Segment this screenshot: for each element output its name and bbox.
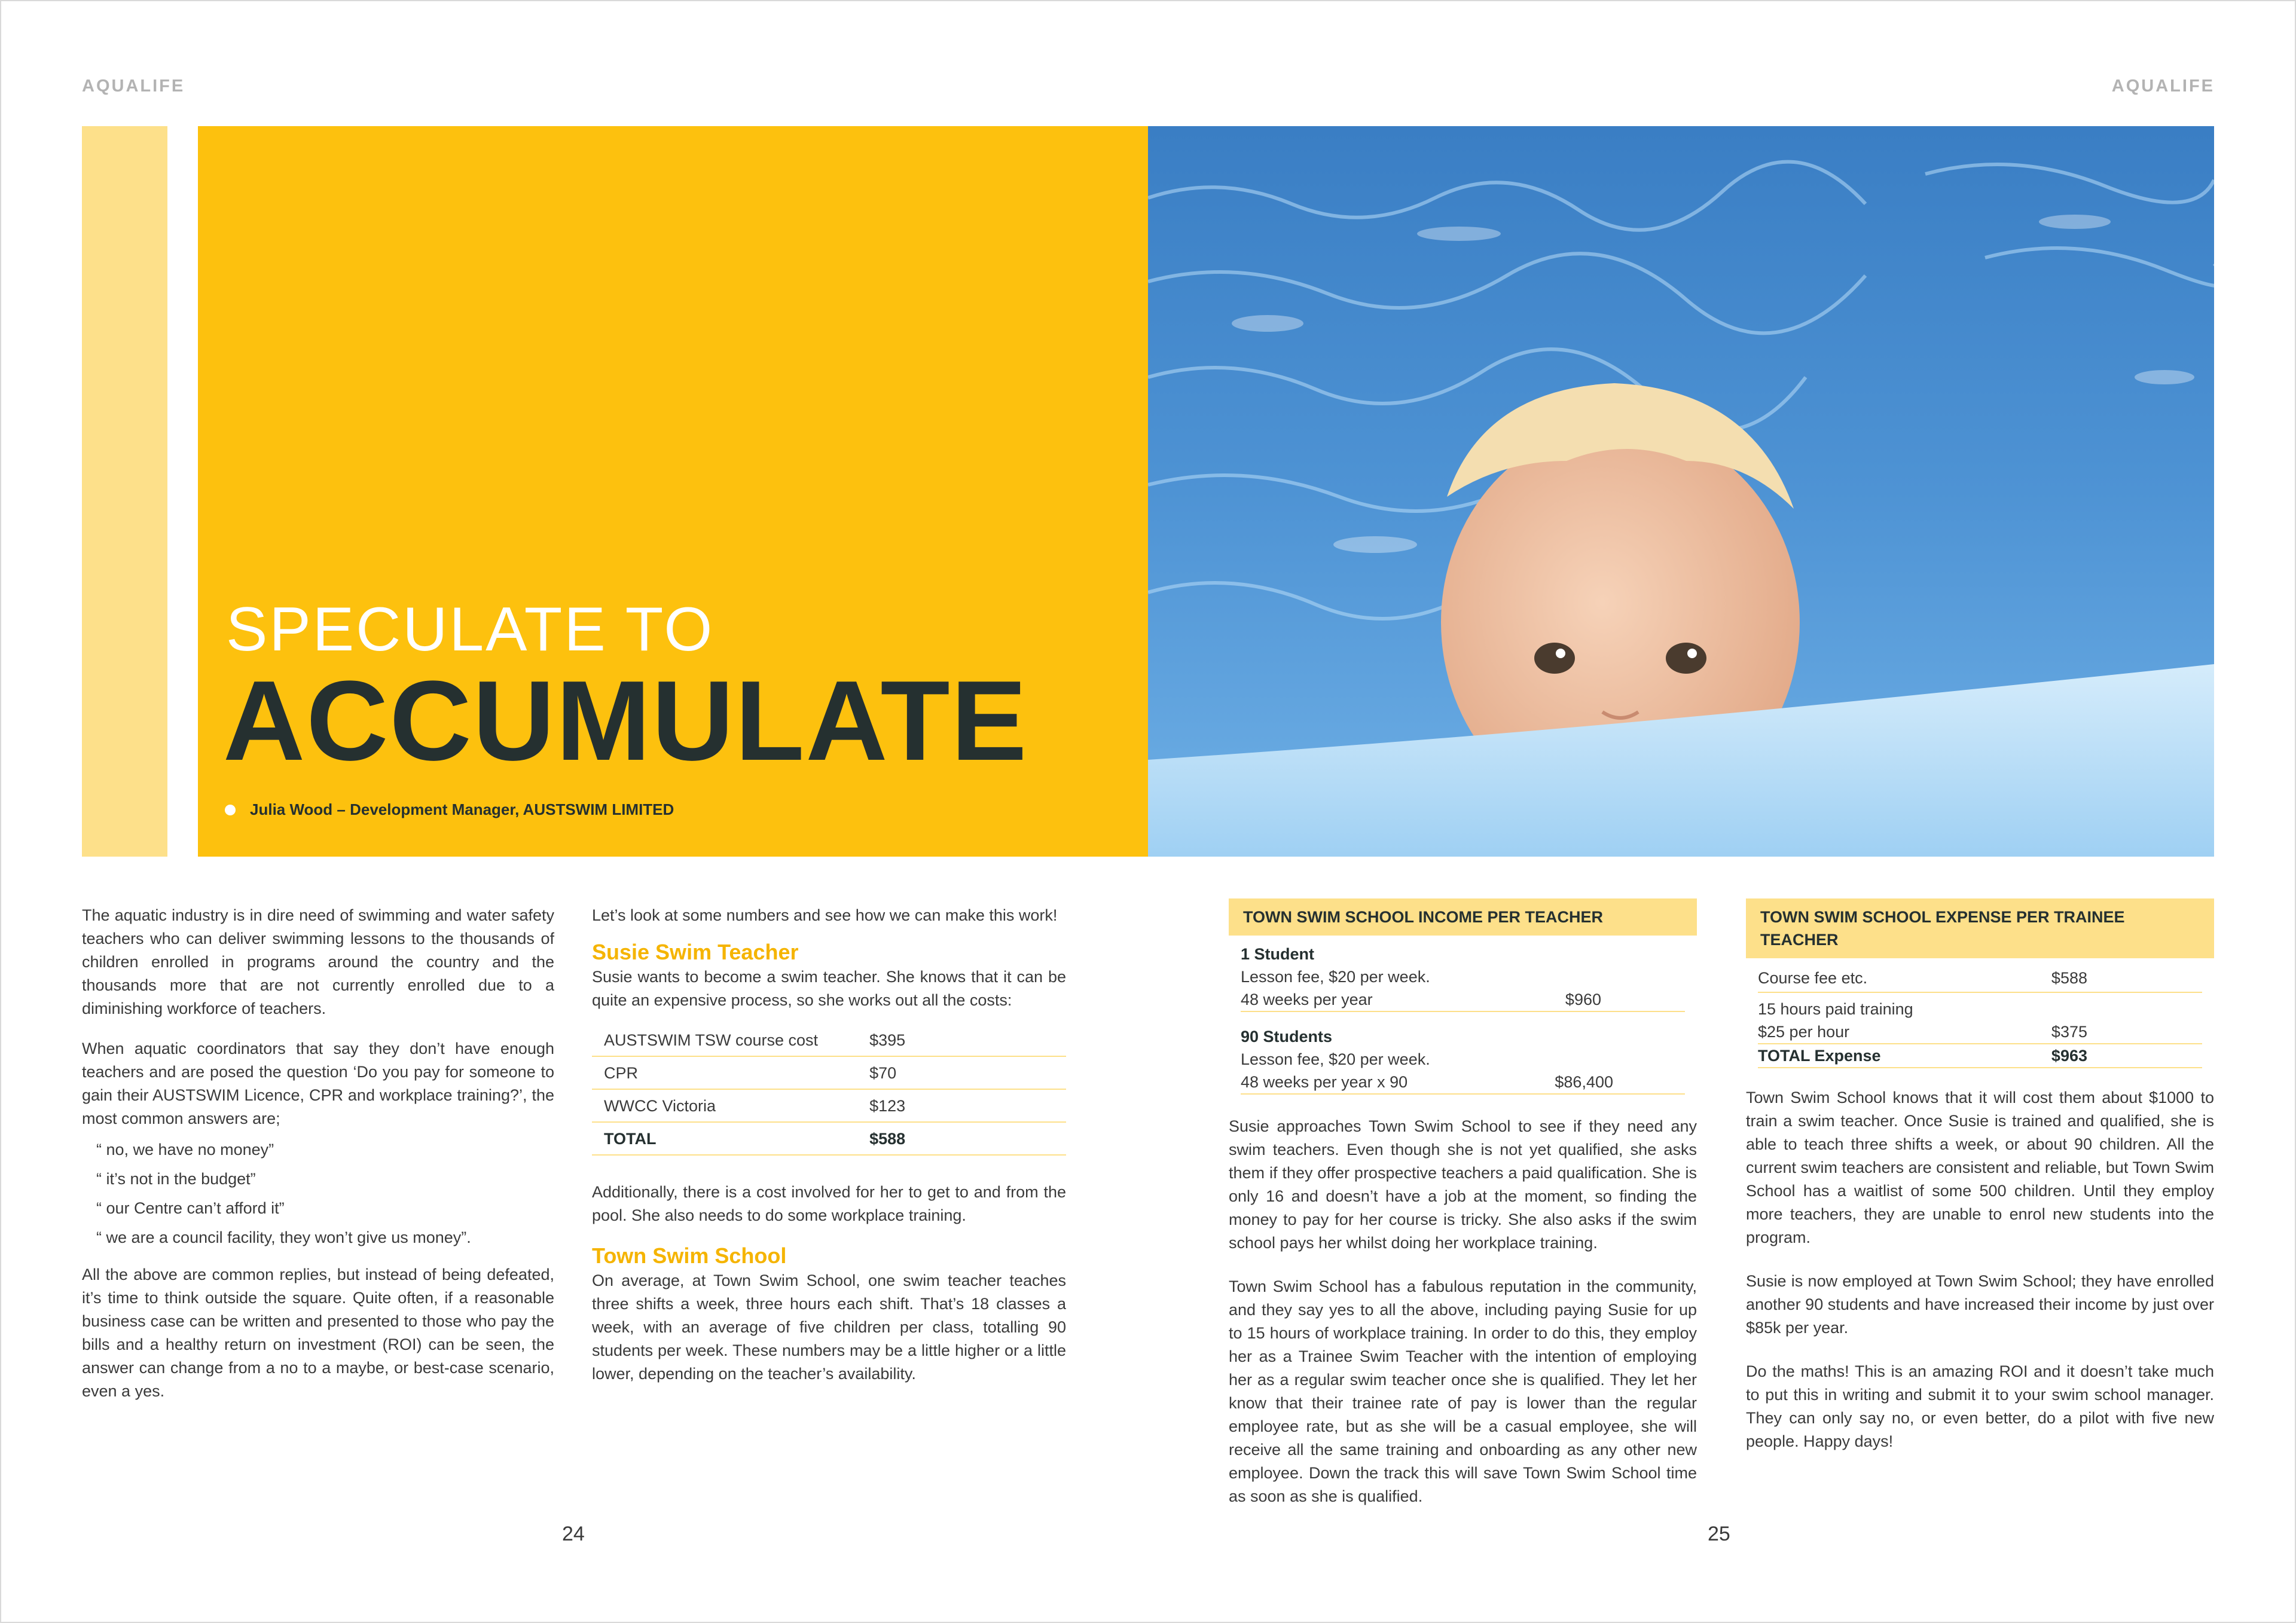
cost-amount: $123 [857, 1089, 1066, 1122]
col4-paragraph-2: Susie is now employed at Town Swim School; they have enrolled another 90 students and have increased their income by just over $85k per year. [1746, 1272, 2214, 1337]
ledger-total-label: TOTAL Expense [1758, 1047, 1881, 1065]
column-2 [592, 904, 1066, 1386]
expense-ledger [1746, 967, 2214, 1068]
ledger-row [1758, 967, 2202, 993]
bullet-dot [225, 805, 236, 815]
pool-toddler-image [1148, 126, 2214, 857]
column-1 [82, 904, 554, 1403]
hero-photo [1148, 126, 2214, 857]
col4-paragraph-1: Town Swim School knows that it will cost them about $1000 to train a swim teacher. Once Susie is trained and qualified, she is able to teach three shifts a week, or about 90 children. All the current swim teachers are consistent and reliable, but Town Swim School has a waitlist of some 500 children. Until they employ more teachers, they are unable to enrol new students into the program. [1746, 1089, 2214, 1246]
cost-item: WWCC Victoria [592, 1089, 857, 1122]
table-row [592, 1089, 1066, 1122]
ledger-amount: $960 [1565, 991, 1601, 1008]
running-header-left: AQUALIFE [82, 77, 185, 96]
quote-item: “ we are a council facility, they won’t give us money”. [96, 1228, 471, 1246]
ledger-line: Lesson fee, $20 per week. [1241, 1050, 1430, 1068]
ledger-amount: $588 [2051, 969, 2087, 987]
ledger-line: Lesson fee, $20 per week. [1241, 968, 1430, 986]
ledger-row [1241, 1071, 1685, 1095]
running-header-right: AQUALIFE [2111, 77, 2215, 96]
ledger-heading: 1 Student [1241, 945, 1315, 963]
quote-item: “ no, we have no money” [96, 1141, 274, 1159]
cost-table [592, 1024, 1066, 1156]
subheading-town-swim: Town Swim School [592, 1243, 787, 1268]
ledger-row [1241, 988, 1685, 1012]
col1-paragraph-1: The aquatic industry is in dire need of swimming and water safety teachers who can deliver swimming lessons to the thousands of children enrolled in programs around the country and the thousands more that are not currently enrolled due to a diminishing workforce of teachers. [82, 906, 554, 1017]
table-total-row [592, 1122, 1066, 1155]
expense-box-title: TOWN SWIM SCHOOL EXPENSE PER TRAINEE TEACHER [1746, 898, 2214, 958]
ledger-line: 15 hours paid training [1758, 1000, 1913, 1018]
byline-text: Julia Wood – Development Manager, AUSTSWIM LIMITED [250, 800, 674, 818]
subheading-susie: Susie Swim Teacher [592, 940, 799, 964]
column-4 [1746, 898, 2214, 1453]
cost-amount: $395 [857, 1024, 1066, 1056]
table-row [592, 1024, 1066, 1056]
col3-paragraph-1: Susie approaches Town Swim School to see if they need any swim teachers. Even though she is not yet qualified, she asks them if they offer prospective teachers a paid qualification. She is only 16 and doesn’t have a job at the moment, so finding the money to pay for her course is tricky. She also asks if the swim school pays her whilst doing her workplace training. [1229, 1117, 1697, 1252]
table-row [592, 1056, 1066, 1089]
title-bold: ACCUMULATE [223, 658, 1028, 784]
cost-item: CPR [592, 1056, 857, 1089]
page-number-right: 25 [1708, 1523, 1730, 1545]
accent-bar [82, 126, 167, 857]
income-box-title: TOWN SWIM SCHOOL INCOME PER TEACHER [1229, 898, 1697, 936]
ledger-total-row [1758, 1044, 2202, 1068]
ledger-label: 48 weeks per year [1241, 991, 1373, 1008]
page-number-left: 24 [562, 1523, 585, 1545]
col4-paragraph-3: Do the maths! This is an amazing ROI and it doesn’t take much to put this in writing and submit it to your swim school manager. They can only say no, or even better, do a pilot with five new people. Happy days! [1746, 1362, 2214, 1450]
ledger-label: Course fee etc. [1758, 969, 1868, 987]
column-3 [1229, 898, 1697, 1508]
cost-amount: $70 [857, 1056, 1066, 1089]
cost-item: AUSTSWIM TSW course cost [592, 1024, 857, 1056]
col1-paragraph-2: When aquatic coordinators that say they don’t have enough teachers and are posed the question ‘Do you pay for someone to gain their AUSTSWIM Licence, CPR and workplace training?’, the most common answers are; [82, 1040, 554, 1127]
col2-paragraph-3: On average, at Town Swim School, one swim teacher teaches three shifts a week, three hours each shift. That’s 18 classes a week, with an average of five children per class, totalling 90 students per week. These numbers may be a little higher or a little lower, depending on the teacher’s availability. [592, 1271, 1066, 1383]
ledger-label: 48 weeks per year x 90 [1241, 1073, 1408, 1091]
col2-paragraph-2: Additionally, there is a cost involved for her to get to and from the pool. She also needs to do some workplace training. [592, 1183, 1066, 1224]
ledger-amount: $86,400 [1555, 1073, 1613, 1091]
ledger-heading: 90 Students [1241, 1028, 1333, 1046]
cost-total-amount: $588 [857, 1122, 1066, 1155]
byline [225, 800, 674, 819]
col2-intro: Let’s look at some numbers and see how we can make this work! [592, 906, 1058, 924]
cost-total-label: TOTAL [592, 1122, 857, 1155]
income-ledger [1229, 943, 1697, 1095]
ledger-row [1758, 1020, 2202, 1044]
quote-item: “ our Centre can’t afford it” [96, 1199, 285, 1217]
ledger-amount: $375 [2051, 1023, 2087, 1041]
col2-paragraph-1: Susie wants to become a swim teacher. She knows that it can be quite an expensive process, so she works out all the costs: [592, 968, 1066, 1009]
hero-panel [198, 126, 1148, 857]
col1-paragraph-3: All the above are common replies, but instead of being defeated, it’s time to think outside the square. Quite often, if a reasonable business case can be written and presented to those who pay the bills and a healthy return on investment (ROI) can be seen, the answer can change from a no to a maybe, or best-case scenario, even a yes. [82, 1266, 554, 1400]
ledger-label: $25 per hour [1758, 1023, 1850, 1041]
quote-list [96, 1135, 554, 1252]
col3-paragraph-2: Town Swim School has a fabulous reputation in the community, and they say yes to all the above, including paying Susie for up to 15 hours of workplace training. In order to do this, they employ her as a Trainee Swim Teacher with the intention of employing her as a regular swim teacher once she is qualified. They let her know that their trainee rate of pay is lower than the regular employee rate, but as she will be a casual employee, she will receive all the same training and onboarding as any other new employee. Down the track this will save Town Swim School time as soon as she is qualified. [1229, 1277, 1697, 1505]
quote-item: “ it’s not in the budget” [96, 1170, 256, 1188]
ledger-total-amount: $963 [2051, 1047, 2087, 1065]
title-light: SPECULATE TO [226, 595, 715, 664]
